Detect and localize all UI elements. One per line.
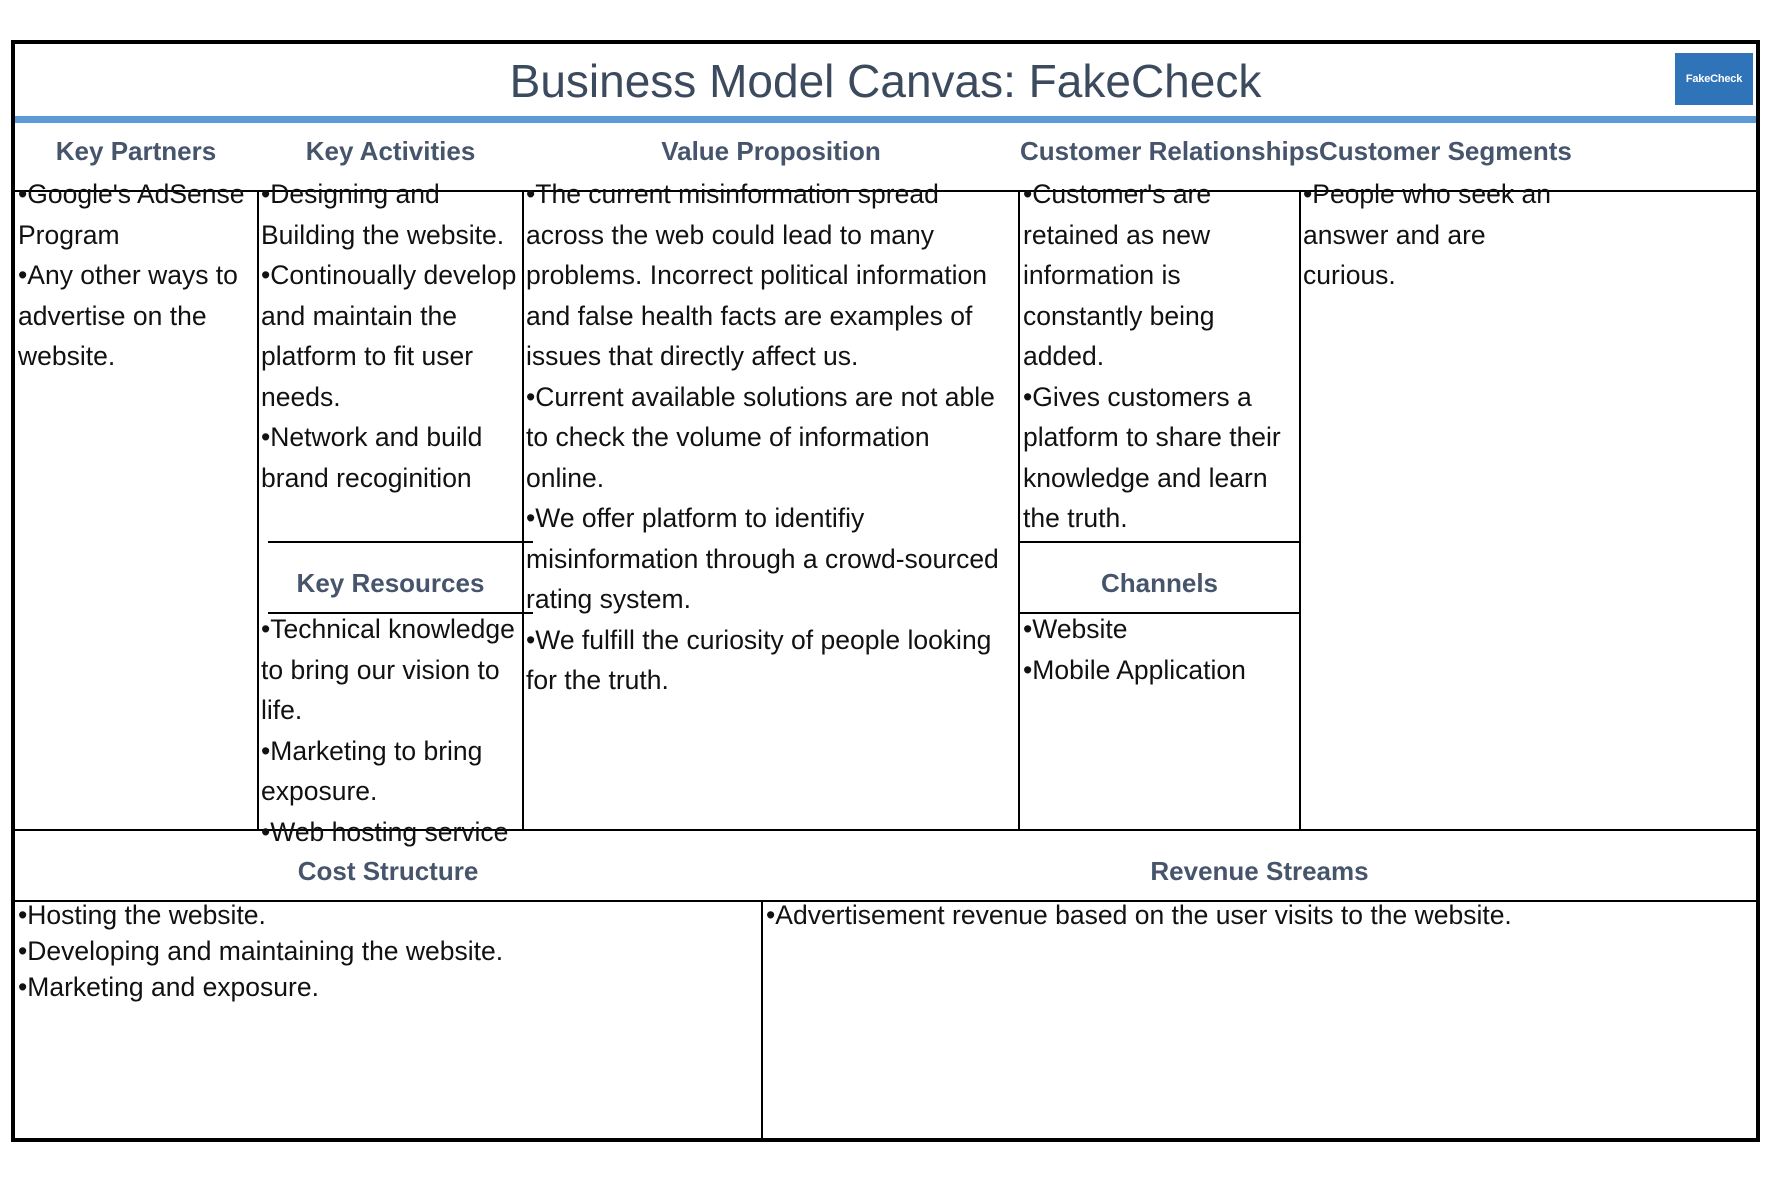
list-item: • Continoually develop and maintain the platform to fit user needs. [261,255,519,417]
customer-relationships-content [1023,174,1296,539]
list-item: • Customer's are retained as new information is constantly being added. [1023,174,1296,377]
list-item: • Mobile Application [1023,650,1296,691]
revenue-streams-content [766,897,1751,933]
list-item: • Developing and maintaining the website. [18,933,758,969]
activities-resources-divider [268,541,533,543]
customer-segments-heading: Customer Segments [1319,136,1572,166]
list-item: • Technical knowledge to bring our vision to life. [261,609,519,731]
list-item: • Google's AdSense Program [18,174,254,255]
list-item: • Website [1023,609,1296,650]
fakecheck-logo: FakeCheck [1675,53,1753,105]
list-item: • Marketing to bring exposure. [261,731,519,812]
customer-segments-content [1303,174,1751,296]
key-partners-content [18,174,254,377]
page-title: Business Model Canvas: FakeCheck [509,55,1262,107]
customer-relationships-heading: Customer Relationships [1020,136,1320,166]
title-divider [15,116,1756,123]
key-activities-content [261,174,519,498]
key-partners-heading: Key Partners [55,136,217,166]
value-proposition-heading: Value Proposition [661,136,881,166]
column-divider-2 [522,190,524,831]
value-proposition-content [526,174,1014,701]
column-divider-3 [1018,190,1020,831]
business-model-canvas [11,40,1760,1142]
list-item: • People who seek an answer and are curious. [1303,174,1561,296]
key-activities-heading: Key Activities [305,136,476,166]
list-item: • Any other ways to advertise on the website. [18,255,254,377]
list-item: • Gives customers a platform to share their knowledge and learn the truth. [1023,377,1296,539]
list-item: • Advertisement revenue based on the user visits to the website. [766,897,1751,933]
channels-content [1023,609,1296,690]
key-resources-content [261,609,519,852]
revenue-streams-heading: Revenue Streams [1150,856,1369,886]
list-item: • The current misinformation spread across the web could lead to many problems. Incorrect political information and false health facts are examples of issues that directly affect us. [526,174,1014,377]
list-item: • Current available solutions are not able to check the volume of information online. [526,377,1014,499]
column-divider-1 [257,190,259,831]
list-item: • Designing and Building the website. [261,174,519,255]
bottom-column-divider [761,900,763,1142]
key-resources-heading: Key Resources [296,568,485,598]
column-divider-4 [1299,190,1301,831]
channels-heading: Channels [1100,568,1219,598]
list-item: • Web hosting service [261,812,519,853]
cost-structure-content [18,897,758,1005]
list-item: • Marketing and exposure. [18,969,758,1005]
list-item: • We fulfill the curiosity of people looking for the truth. [526,620,1014,701]
list-item: • We offer platform to identifiy misinformation through a crowd-sourced rating system. [526,498,1014,620]
relationships-channels-divider [1020,541,1301,543]
list-item: • Hosting the website. [18,897,758,933]
list-item: • Network and build brand recoginition [261,417,519,498]
cost-structure-heading: Cost Structure [297,856,479,886]
title-row [15,44,1756,118]
